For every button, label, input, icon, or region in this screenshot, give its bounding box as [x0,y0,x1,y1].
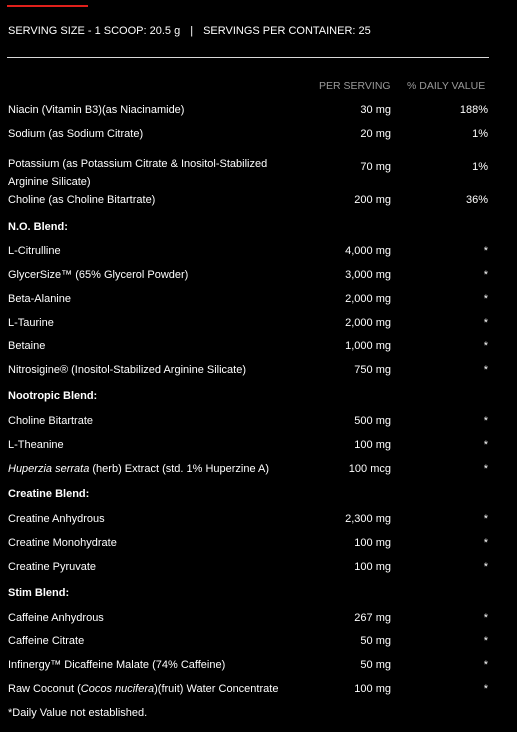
nutrient-daily-value: 188% [459,104,488,116]
column-header-per-serving: PER SERVING [319,80,391,92]
nutrient-name: Creatine Monohydrate [8,537,117,549]
nutrient-amount: 3,000 mg [345,269,391,281]
servings-per-container: SERVINGS PER CONTAINER: 25 [203,25,371,37]
nutrient-name: Infinergy™ Dicaffeine Malate (74% Caffeine) [8,659,226,671]
nutrient-amount: 750 mg [354,364,391,376]
nutrient-amount: 100 mcg [348,463,391,475]
nutrient-name: Choline (as Choline Bitartrate) [8,194,156,206]
nutrient-amount: 500 mg [354,415,391,427]
nutrient-daily-value: * [483,293,488,305]
nutrient-amount: 2,000 mg [345,293,391,305]
nutrient-daily-value: * [483,463,488,475]
nutrient-daily-value: 1% [472,161,488,173]
botanical-name: Huperzia serrata [8,463,90,475]
nutrient-name: L-Citrulline [8,245,61,257]
nutrient-daily-value: * [483,245,488,257]
nutrient-amount: 30 mg [360,104,391,116]
nutrient-amount: 100 mg [354,683,391,695]
nutrient-name: Beta-Alanine [8,293,71,305]
botanical-name: Cocos nucifera [80,683,155,695]
column-header-daily-value: % DAILY VALUE [407,80,486,92]
nutrient-name: L-Taurine [8,317,54,329]
nutrient-name: Caffeine Anhydrous [8,612,104,624]
nutrient-amount: 70 mg [360,161,391,173]
nutrient-daily-value: * [483,612,488,624]
nutrient-name-rest: )(fruit) Water Concentrate [154,683,279,695]
nutrient-amount: 50 mg [360,659,391,671]
nutrient-amount: 4,000 mg [345,245,391,257]
accent-underline [7,5,88,7]
blend-heading-label: Creatine Blend: [8,488,90,500]
nutrient-name: Creatine Pyruvate [8,561,97,573]
nutrient-amount: 1,000 mg [345,340,391,352]
nutrient-daily-value: * [483,537,488,549]
nutrient-name: Betaine [8,340,46,352]
nutrient-daily-value: * [483,513,488,525]
nutrient-name: Sodium (as Sodium Citrate) [8,128,144,140]
footnote: *Daily Value not established. [8,707,148,719]
nutrient-name: Potassium (as Potassium Citrate & Inositol-Stabilized Arginine Silicate) [8,158,268,188]
header-divider [7,57,489,58]
blend-heading-label: N.O. Blend: [8,221,68,233]
nutrient-amount: 50 mg [360,635,391,647]
nutrient-name: Nitrosigine® (Inositol-Stabilized Arginine Silicate) [8,364,246,376]
nutrient-amount: 2,300 mg [345,513,391,525]
nutrient-name: Caffeine Citrate [8,635,85,647]
nutrient-daily-value: * [483,269,488,281]
nutrient-name: L-Theanine [8,439,64,451]
nutrient-amount: 200 mg [354,194,391,206]
nutrient-name [8,683,278,695]
nutrient-daily-value: * [483,635,488,647]
nutrient-name-pre: Raw Coconut ( [8,683,81,695]
nutrient-amount: 100 mg [354,537,391,549]
blend-heading-label: Nootropic Blend: [8,390,98,402]
nutrient-amount: 100 mg [354,439,391,451]
nutrient-daily-value: * [483,415,488,427]
nutrient-name-rest: (herb) Extract (std. 1% Huperzine A) [89,463,270,475]
nutrient-daily-value: * [483,439,488,451]
nutrient-name [8,463,269,475]
nutrient-daily-value: * [483,683,488,695]
nutrient-daily-value: * [483,364,488,376]
header-separator: | [190,25,194,37]
nutrient-amount: 20 mg [360,128,391,140]
nutrient-name: Creatine Anhydrous [8,513,105,525]
nutrient-daily-value: 36% [465,194,488,206]
nutrient-daily-value: * [483,317,488,329]
serving-header [8,25,371,37]
serving-size: SERVING SIZE - 1 SCOOP: 20.5 g [8,25,181,37]
nutrient-amount: 267 mg [354,612,391,624]
nutrient-name: Niacin (Vitamin B3)(as Niacinamide) [8,104,185,116]
nutrient-name: Choline Bitartrate [8,415,93,427]
blend-heading-label: Stim Blend: [8,587,70,599]
nutrient-daily-value: * [483,561,488,573]
nutrient-daily-value: * [483,659,488,671]
nutrient-name: GlycerSize™ (65% Glycerol Powder) [8,269,189,281]
nutrient-amount: 100 mg [354,561,391,573]
nutrient-daily-value: 1% [472,128,488,140]
nutrient-amount: 2,000 mg [345,317,391,329]
nutrient-daily-value: * [483,340,488,352]
